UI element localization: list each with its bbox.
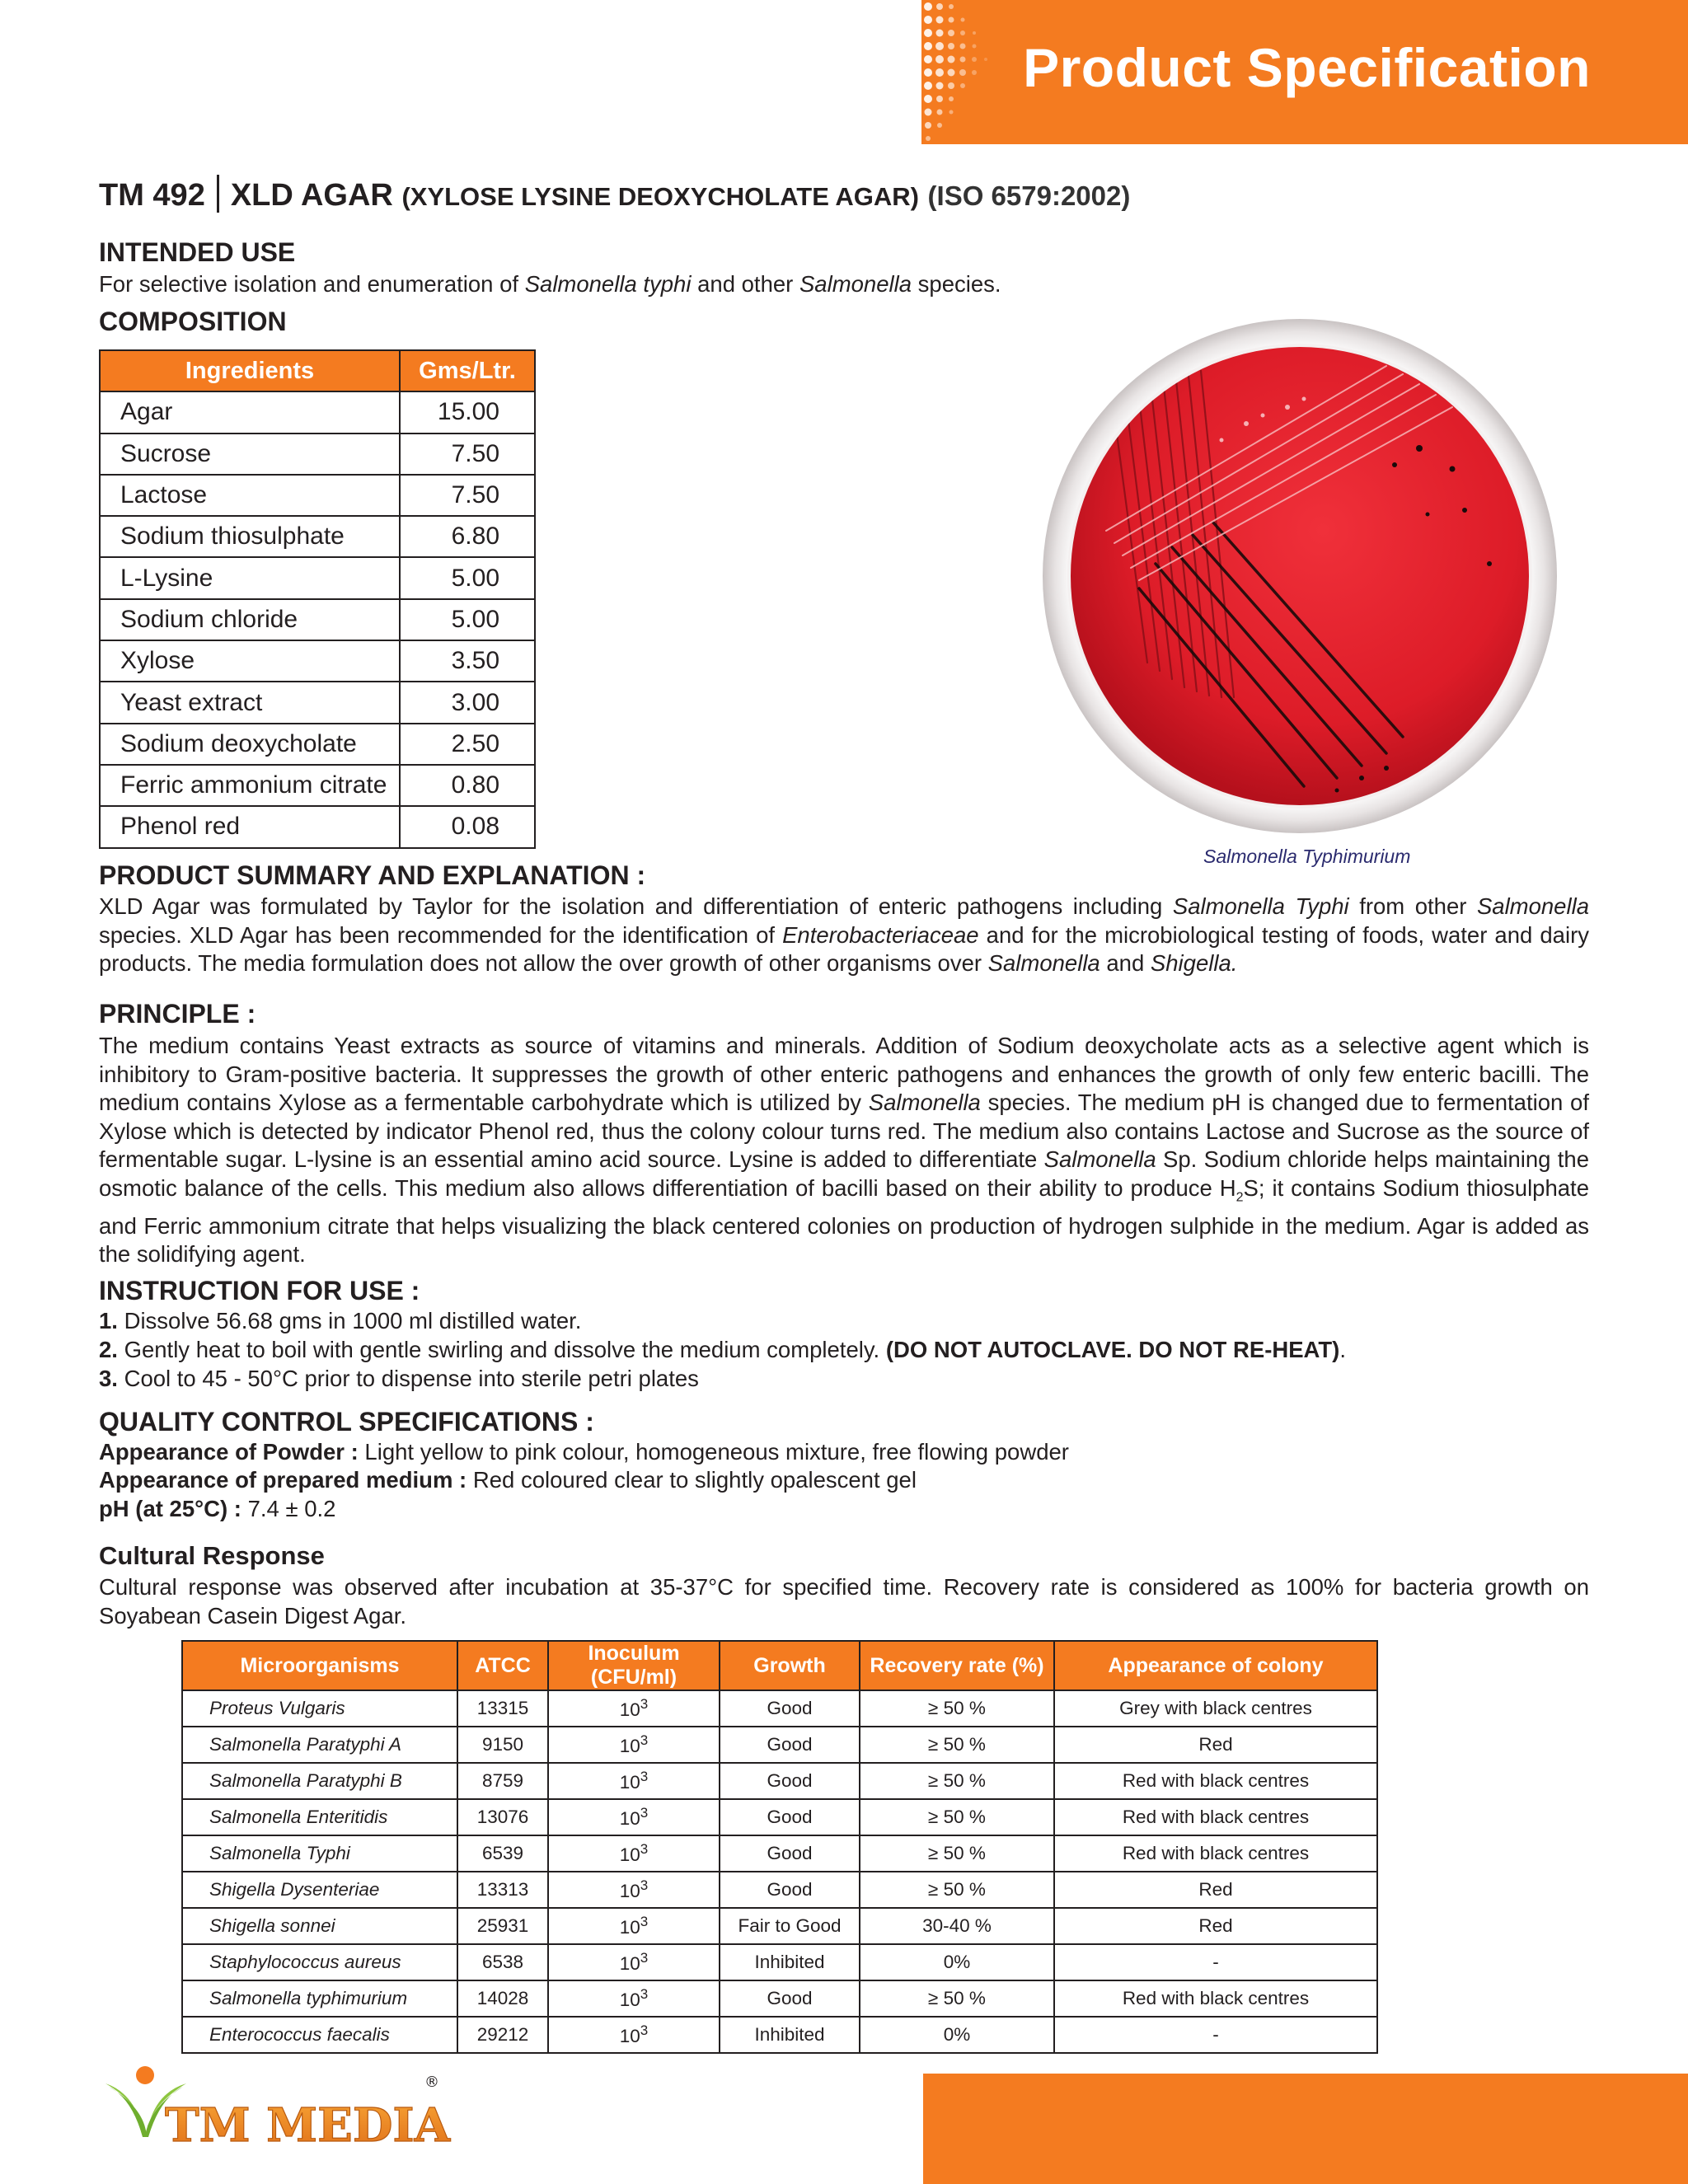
qc-powder-value: Light yellow to pink colour, homogeneous mixture, free flowing powder [358, 1439, 1069, 1465]
colony-appearance: Red [1054, 1727, 1377, 1763]
cultural-row [182, 1763, 1377, 1799]
instructions-heading: INSTRUCTION FOR USE : [99, 1276, 420, 1305]
intended-use-part: species. [912, 271, 1001, 297]
header-dots-decoration [921, 0, 996, 144]
principle-part: species. The medium pH is changed due to fermentation of Xylose which is detected by indicator Phenol red, thus the colony colour turns red. The medium also contains Lactose and Sucrose as the source of fermentable sugar. L-lysine is an essential amino acid source. Lysine is added to differentiate [99, 1090, 1589, 1172]
qc-prepared-value: Red coloured clear to slightly opalescent gel [467, 1467, 917, 1493]
instruction-text: Dissolve 56.68 gms in 1000 ml distilled water. [124, 1308, 582, 1333]
cultural-col-header: ATCC [457, 1641, 548, 1690]
tm-media-logo [97, 2059, 460, 2158]
ingredient-name: Ferric ammonium citrate [100, 765, 400, 806]
inoculum-exponent: 3 [640, 1986, 649, 2002]
cultural-row [182, 1799, 1377, 1835]
inoculum-base: 10 [619, 1736, 640, 1756]
microorganism-name: Shigella Dysenteriae [182, 1872, 457, 1908]
instruction-warning: (DO NOT AUTOCLAVE. DO NOT RE-HEAT) [885, 1337, 1340, 1362]
atcc-number: 6538 [457, 1944, 548, 1980]
inoculum-value [548, 1763, 720, 1799]
summary-heading: PRODUCT SUMMARY AND EXPLANATION : [99, 860, 646, 890]
qc-ph-value: 7.4 ± 0.2 [241, 1496, 336, 1521]
composition-row [100, 806, 535, 847]
atcc-number: 9150 [457, 1727, 548, 1763]
inoculum-value [548, 1872, 720, 1908]
inoculum-base: 10 [619, 1990, 640, 2010]
growth-value: Good [720, 1727, 860, 1763]
growth-value: Good [720, 1799, 860, 1835]
inoculum-value [548, 1908, 720, 1944]
growth-value: Good [720, 1980, 860, 2017]
ingredient-amount: 7.50 [400, 475, 535, 516]
ingredient-amount: 5.00 [400, 599, 535, 640]
growth-value: Good [720, 1872, 860, 1908]
colony-appearance: Red [1054, 1872, 1377, 1908]
cultural-col-header: Growth [720, 1641, 860, 1690]
atcc-number: 8759 [457, 1763, 548, 1799]
inoculum-exponent: 3 [640, 1914, 649, 1929]
qc-powder-label: Appearance of Powder : [99, 1439, 359, 1465]
composition-row [100, 599, 535, 640]
ingredient-name: Yeast extract [100, 682, 400, 723]
inoculum-base: 10 [619, 1953, 640, 1974]
inoculum-base: 10 [619, 1772, 640, 1793]
cultural-heading: Cultural Response [99, 1541, 325, 1570]
inoculum-exponent: 3 [640, 1732, 649, 1748]
summary-italic: Salmonella [987, 950, 1100, 976]
ingredient-name: Xylose [100, 640, 400, 682]
col-ingredients: Ingredients [100, 350, 400, 391]
product-code: TM 492 [99, 178, 205, 213]
product-name: XLD AGAR [230, 178, 393, 213]
ingredient-amount: 0.08 [400, 806, 535, 847]
inoculum-exponent: 3 [640, 1841, 649, 1857]
intended-use-italic: Salmonella typhi [524, 271, 692, 297]
intended-use-part: and other [691, 271, 799, 297]
inoculum-base: 10 [619, 1881, 640, 1901]
petri-dish-image [1040, 316, 1559, 836]
colony-appearance: Red with black centres [1054, 1835, 1377, 1872]
cultural-row [182, 1690, 1377, 1727]
qc-heading: QUALITY CONTROL SPECIFICATIONS : [99, 1407, 594, 1436]
composition-row [100, 724, 535, 765]
inoculum-value [548, 1980, 720, 2017]
atcc-number: 25931 [457, 1908, 548, 1944]
inoculum-value [548, 1690, 720, 1727]
instruction-number: 3. [99, 1366, 118, 1391]
growth-value: Good [720, 1763, 860, 1799]
recovery-rate: ≥ 50 % [860, 1763, 1054, 1799]
ingredient-amount: 6.80 [400, 516, 535, 557]
growth-value: Fair to Good [720, 1908, 860, 1944]
composition-row [100, 557, 535, 598]
summary-part: species. XLD Agar has been recommended for the identification of [99, 921, 783, 948]
inoculum-base: 10 [619, 2026, 640, 2046]
colony-appearance: Red [1054, 1908, 1377, 1944]
intended-use-part: For selective isolation and enumeration of [99, 271, 525, 297]
principle-text [99, 1032, 1589, 1269]
col-gms-per-litre: Gms/Ltr. [400, 350, 535, 391]
colony-appearance: Red with black centres [1054, 1980, 1377, 2017]
inoculum-exponent: 3 [640, 1805, 649, 1821]
atcc-number: 14028 [457, 1980, 548, 2017]
composition-heading: COMPOSITION [99, 307, 287, 336]
instruction-number: 1. [99, 1308, 118, 1333]
inoculum-value [548, 1835, 720, 1872]
recovery-rate: ≥ 50 % [860, 1690, 1054, 1727]
microorganism-name: Salmonella Typhi [182, 1835, 457, 1872]
product-standard: (ISO 6579:2002) [927, 180, 1131, 211]
recovery-rate: ≥ 50 % [860, 1980, 1054, 2017]
principle-italic: Salmonella [868, 1090, 981, 1115]
composition-header-row [100, 350, 535, 391]
instruction-number: 2. [99, 1337, 118, 1362]
inoculum-base: 10 [619, 1844, 640, 1865]
inoculum-exponent: 3 [640, 2022, 649, 2038]
intended-use-italic: Salmonella [799, 271, 912, 297]
summary-italic: Salmonella Typhi [1172, 893, 1349, 919]
growth-value: Good [720, 1835, 860, 1872]
microorganism-name: Proteus Vulgaris [182, 1690, 457, 1727]
ingredient-amount: 15.00 [400, 391, 535, 433]
colony-appearance: Red with black centres [1054, 1799, 1377, 1835]
cultural-row [182, 1835, 1377, 1872]
atcc-number: 13315 [457, 1690, 548, 1727]
summary-part: and [1100, 950, 1151, 976]
composition-row [100, 682, 535, 723]
inoculum-base: 10 [619, 1917, 640, 1938]
principle-part: S; it contains Sodium thiosulphate and Ferric ammonium citrate that helps visualizing the black centered colonies on production of hydrogen sulphide in the medium. Agar is added as the solidifying agent. [99, 1174, 1589, 1267]
product-subtitle: (XYLOSE LYSINE DEOXYCHOLATE AGAR) [401, 182, 919, 211]
cultural-text: Cultural response was observed after incubation at 35-37°C for specified time. Recovery rate is considered as 100% for bacteria growth on Soyabean Casein Digest Agar. [99, 1574, 1589, 1629]
cultural-row [182, 1872, 1377, 1908]
inoculum-exponent: 3 [640, 1696, 649, 1712]
recovery-rate: ≥ 50 % [860, 1835, 1054, 1872]
title-separator [217, 175, 219, 213]
ingredient-amount: 5.00 [400, 557, 535, 598]
ingredient-name: Sodium deoxycholate [100, 724, 400, 765]
cultural-col-header: Appearance of colony [1054, 1641, 1377, 1690]
summary-part: XLD Agar was formulated by Taylor for the isolation and differentiation of enteric pathogens including [99, 893, 1173, 919]
product-title [99, 175, 1130, 213]
growth-value: Inhibited [720, 1944, 860, 1980]
summary-part: from other [1348, 893, 1477, 919]
instruction-item [99, 1366, 699, 1392]
composition-row [100, 475, 535, 516]
cultural-col-header: Microorganisms [182, 1641, 457, 1690]
ingredient-name: Agar [100, 391, 400, 433]
intended-use-text [99, 271, 1001, 298]
composition-row [100, 434, 535, 475]
colony-appearance: - [1054, 2017, 1377, 2053]
summary-italic: Enterobacteriaceae [782, 921, 979, 948]
recovery-rate: 0% [860, 1944, 1054, 1980]
qc-powder [99, 1439, 1069, 1465]
microorganism-name: Salmonella Paratyphi B [182, 1763, 457, 1799]
instruction-text: Cool to 45 - 50°C prior to dispense into sterile petri plates [124, 1366, 699, 1391]
ingredient-name: Phenol red [100, 806, 400, 847]
page-header-title: Product Specification [1023, 37, 1591, 98]
recovery-rate: 0% [860, 2017, 1054, 2053]
inoculum-value [548, 1944, 720, 1980]
microorganism-name: Staphylococcus aureus [182, 1944, 457, 1980]
colony-appearance: Grey with black centres [1054, 1690, 1377, 1727]
petri-dish-caption: Salmonella Typhimurium [1203, 846, 1411, 867]
logo-text: TM MEDIA [165, 2098, 451, 2153]
principle-heading: PRINCIPLE : [99, 999, 256, 1029]
atcc-number: 13076 [457, 1799, 548, 1835]
microorganism-name: Salmonella typhimurium [182, 1980, 457, 2017]
cultural-col-header: Inoculum (CFU/ml) [548, 1641, 720, 1690]
instruction-item [99, 1308, 581, 1334]
cultural-col-header: Recovery rate (%) [860, 1641, 1054, 1690]
recovery-rate: ≥ 50 % [860, 1872, 1054, 1908]
cultural-row [182, 1944, 1377, 1980]
principle-part: The medium contains Yeast extracts as source of vitamins and minerals. Addition of Sodium deoxycholate acts as a selective agent which is inhibitory to Gram-positive bacteria. It suppresses the growth of other enteric pathogens and enhances the growth of only few enteric bacilli. The medium contains Xylose as a fermentable carbohydrate which is utilized by [99, 1033, 1589, 1115]
instruction-tail: . [1339, 1337, 1346, 1362]
qc-ph [99, 1496, 335, 1522]
composition-row [100, 391, 535, 433]
cultural-row [182, 1908, 1377, 1944]
recovery-rate: ≥ 50 % [860, 1799, 1054, 1835]
ingredient-name: L-Lysine [100, 557, 400, 598]
inoculum-exponent: 3 [640, 1877, 649, 1893]
microorganism-name: Salmonella Paratyphi A [182, 1727, 457, 1763]
ingredient-name: Lactose [100, 475, 400, 516]
ingredient-amount: 3.00 [400, 682, 535, 723]
ingredient-amount: 3.50 [400, 640, 535, 682]
ingredient-name: Sodium chloride [100, 599, 400, 640]
instruction-text: Gently heat to boil with gentle swirling and dissolve the medium completely. [124, 1337, 886, 1362]
summary-part: and for the microbiological testing of foods, water and dairy products. The media formulation does not allow the over growth of other organisms over [99, 921, 1589, 976]
footer-bar [923, 2074, 1688, 2184]
cultural-row [182, 1727, 1377, 1763]
growth-value: Inhibited [720, 2017, 860, 2053]
atcc-number: 13313 [457, 1872, 548, 1908]
inoculum-exponent: 3 [640, 1950, 649, 1966]
inoculum-base: 10 [619, 1699, 640, 1720]
colony-appearance: Red with black centres [1054, 1763, 1377, 1799]
ingredient-amount: 0.80 [400, 765, 535, 806]
principle-italic: Salmonella [1043, 1146, 1156, 1172]
ingredient-name: Sodium thiosulphate [100, 516, 400, 557]
summary-italic: Shigella. [1150, 950, 1238, 976]
inoculum-base: 10 [619, 1808, 640, 1829]
qc-prepared [99, 1467, 917, 1493]
summary-italic: Salmonella [1476, 893, 1589, 919]
cultural-row [182, 1980, 1377, 2017]
microorganism-name: Salmonella Enteritidis [182, 1799, 457, 1835]
atcc-number: 6539 [457, 1835, 548, 1872]
recovery-rate: ≥ 50 % [860, 1727, 1054, 1763]
inoculum-value [548, 1727, 720, 1763]
inoculum-value [548, 2017, 720, 2053]
inoculum-value [548, 1799, 720, 1835]
summary-text [99, 893, 1589, 978]
composition-row [100, 640, 535, 682]
logo-registered-mark: ® [424, 2074, 439, 2091]
cultural-header-row [182, 1641, 1377, 1690]
ingredient-name: Sucrose [100, 434, 400, 475]
qc-ph-label: pH (at 25°C) : [99, 1496, 241, 1521]
growth-value: Good [720, 1690, 860, 1727]
inoculum-exponent: 3 [640, 1769, 649, 1784]
ingredient-amount: 2.50 [400, 724, 535, 765]
composition-row [100, 516, 535, 557]
composition-row [100, 765, 535, 806]
cultural-response-table [181, 1640, 1378, 2054]
atcc-number: 29212 [457, 2017, 548, 2053]
principle-part: Sp. Sodium chloride helps maintaining the osmotic balance of the cells. This medium also allows differentiation of bacilli based on their ability to produce H [99, 1146, 1589, 1201]
composition-table [99, 349, 536, 849]
intended-use-heading: INTENDED USE [99, 237, 296, 267]
qc-prepared-label: Appearance of prepared medium : [99, 1467, 467, 1493]
principle-subscript: 2 [1236, 1190, 1244, 1204]
microorganism-name: Shigella sonnei [182, 1908, 457, 1944]
cultural-row [182, 2017, 1377, 2053]
colony-appearance: - [1054, 1944, 1377, 1980]
microorganism-name: Enterococcus faecalis [182, 2017, 457, 2053]
instruction-item [99, 1337, 1346, 1363]
ingredient-amount: 7.50 [400, 434, 535, 475]
recovery-rate: 30-40 % [860, 1908, 1054, 1944]
